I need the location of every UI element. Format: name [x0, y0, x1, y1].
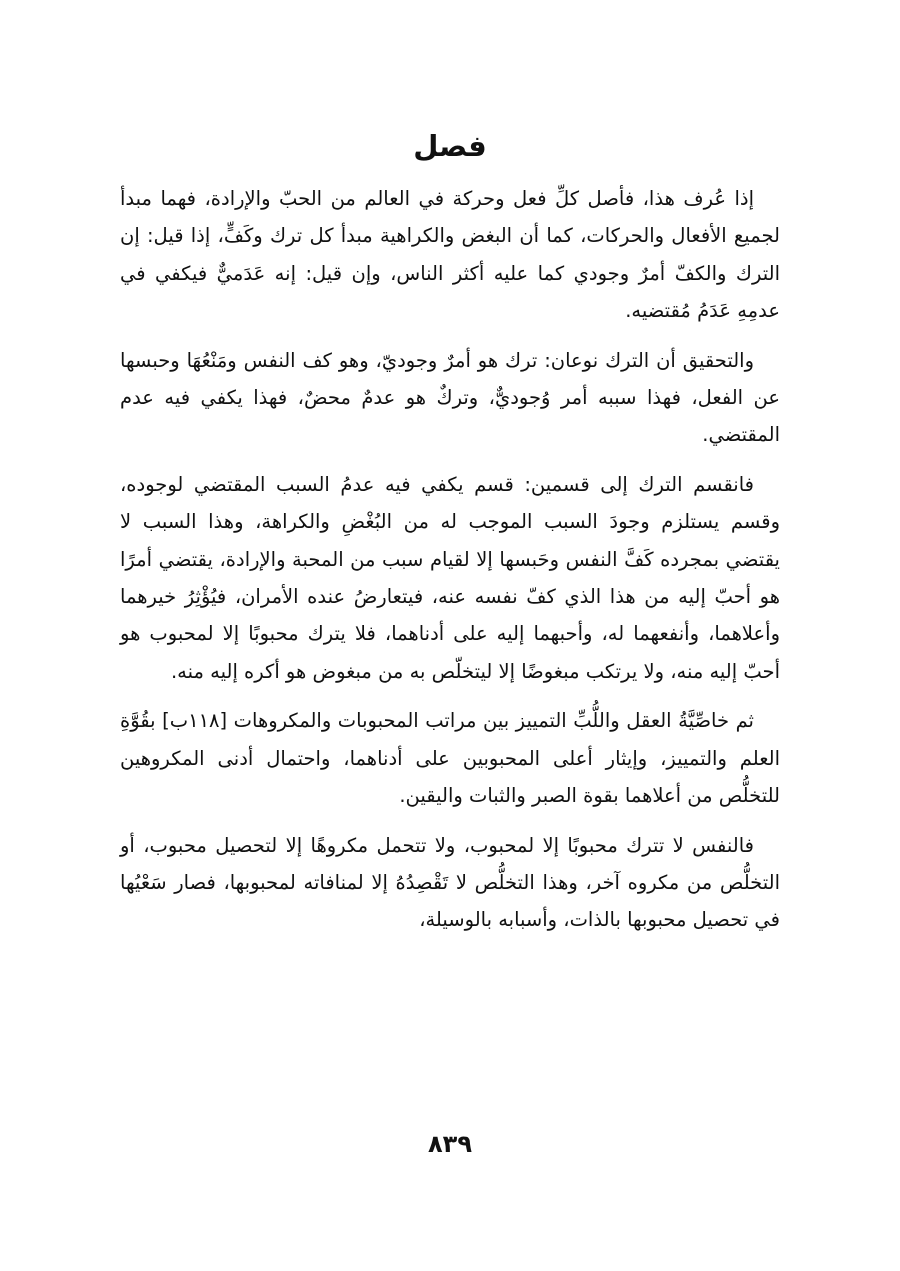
paragraph: ثم خاصِّيَّةُ العقل واللُّبِّ التمييز بين مراتب المحبوبات والمكروهات [١١٨ب] بقُوَّةِ العلم والتمييز، وإيثار أعلى المحبوبين على أدناهما، واحتمال أدنى المكروهين للتخلُّص من أعلاهما بقوة الصبر والثبات واليقين.: [120, 709, 780, 808]
page-number: ٨٣٩: [428, 1130, 472, 1158]
book-page: [120, 0, 780, 1271]
paragraph: فالنفس لا تترك محبوبًا إلا لمحبوب، ولا تتحمل مكروهًا إلا لتحصيل محبوب، أو التخلُّص من مكروه آخر، وهذا التخلُّص لا تَقْصِدُهُ إلا لمنافاته لمحبوبها، فصار سَعْيُها في تحصيل محبوبها بالذات، وأسبابه بالوسيلة،: [120, 833, 780, 932]
body-text: [120, 180, 780, 951]
paragraph: إذا عُرف هذا، فأصل كلِّ فعل وحركة في العالم من الحبّ والإرادة، فهما مبدأ لجميع الأفعال والحركات، كما أن البغض والكراهية مبدأ كل ترك وكَفٍّ، إذا قيل: إن الترك والكفّ أمرٌ وجودي كما عليه أكثر الناس، وإن قيل: إنه عَدَميٌّ فيكفي في عدمِهِ عَدَمُ مُقتضيه.: [120, 187, 780, 323]
section-heading: فصل: [413, 129, 487, 163]
paragraph: والتحقيق أن الترك نوعان: ترك هو أمرٌ وجوديّ، وهو كف النفس ومَنْعُهَا وحبسها عن الفعل، فهذا سببه أمر وُجوديٌّ، وتركٌ هو عدمٌ محضٌ، فهذا يكفي فيه عدم المقتضي.: [120, 348, 780, 447]
paragraph: فانقسم الترك إلى قسمين: قسم يكفي فيه عدمُ السبب المقتضي لوجوده، وقسم يستلزم وجودَ السبب الموجب له من البُغْضِ والكراهة، وهذا السبب لا يقتضي بمجرده كَفَّ النفس وحَبسها إلا لقيام سبب من المحبة والإرادة، يقتضي أمرًا هو أحبّ إليه من هذا الذي كفّ نفسه عنه، فيتعارضُ عنده الأمران، فيُؤْثِرُ خيرهما وأعلاهما، وأنفعهما له، وأحبهما إليه على أدناهما، فلا يترك محبوبًا إلا لمحبوب هو أحبّ إليه منه، ولا يرتكب مبغوضًا إلا ليتخلّص به من مبغوض هو أكره إليه منه.: [120, 472, 780, 683]
